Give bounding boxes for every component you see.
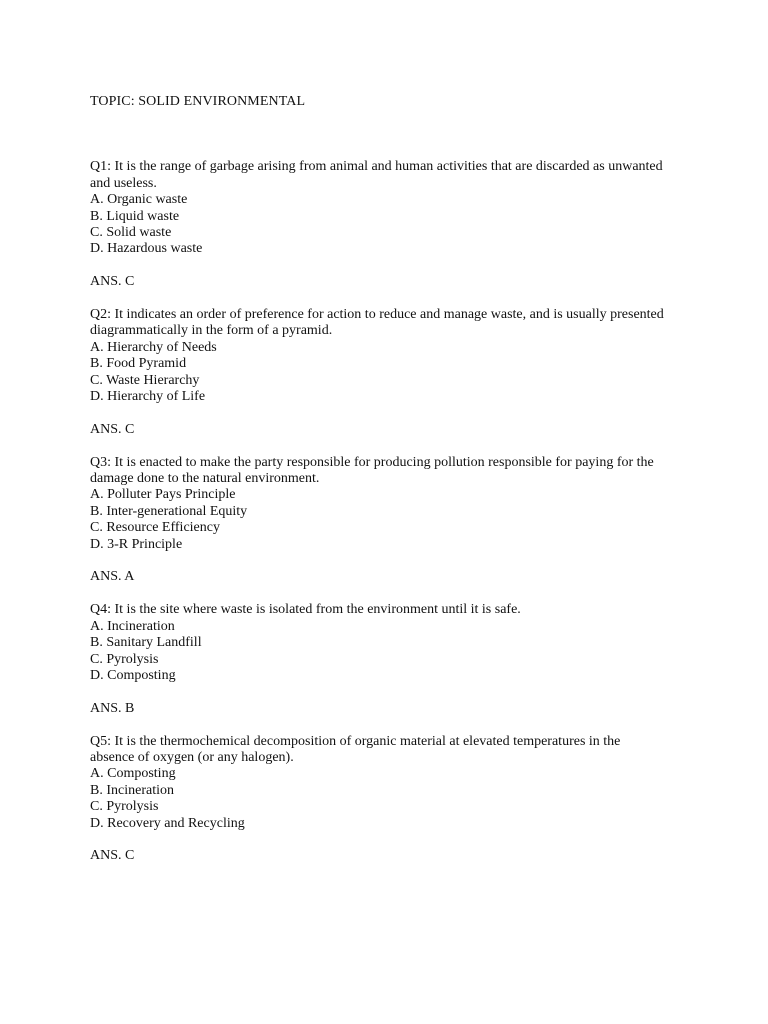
question-block-3 xyxy=(90,455,668,586)
question-text: Q4: It is the site where waste is isolated from the environment until it is safe. xyxy=(90,602,521,618)
option-list xyxy=(90,340,668,406)
option-list xyxy=(90,192,668,258)
option-item: A. Hierarchy of Needs xyxy=(90,339,217,355)
option-item: B. Liquid waste xyxy=(90,208,180,224)
option-item: B. Inter-generational Equity xyxy=(90,503,248,519)
question-block-4 xyxy=(90,602,668,717)
question-text: Q2: It indicates an order of preference for action to reduce and manage waste, and is usually presented diagrammatically in the form of a pyramid. xyxy=(90,307,664,339)
option-item: D. Hierarchy of Life xyxy=(90,389,206,405)
answer-text: ANS. C xyxy=(90,848,135,864)
option-item: A. Organic waste xyxy=(90,192,188,208)
option-item: C. Solid waste xyxy=(90,225,172,241)
question-list xyxy=(90,159,668,864)
option-item: C. Waste Hierarchy xyxy=(90,372,200,388)
option-item: C. Resource Efficiency xyxy=(90,520,220,536)
answer-text: ANS. A xyxy=(90,569,135,585)
option-item: A. Incineration xyxy=(90,618,175,634)
option-item: B. Food Pyramid xyxy=(90,356,187,372)
option-item: D. Hazardous waste xyxy=(90,241,203,257)
question-block-2 xyxy=(90,307,668,438)
question-text: Q3: It is enacted to make the party responsible for producing pollution responsible for paying for the damage done to the natural environment. xyxy=(90,454,654,487)
option-item: C. Pyrolysis xyxy=(90,651,159,667)
option-list xyxy=(90,766,668,832)
option-list xyxy=(90,619,668,685)
option-item: C. Pyrolysis xyxy=(90,799,159,815)
question-text: Q1: It is the range of garbage arising from animal and human activities that are discarded as unwanted and useless. xyxy=(90,159,663,191)
option-item: A. Polluter Pays Principle xyxy=(90,487,236,503)
option-item: A. Composting xyxy=(90,766,176,782)
answer-text: ANS. C xyxy=(90,421,135,437)
option-item: B. Incineration xyxy=(90,782,174,798)
question-block-5 xyxy=(90,734,668,865)
answer-text: ANS. B xyxy=(90,700,135,716)
option-item: D. 3-R Principle xyxy=(90,536,183,552)
page-title: TOPIC: SOLID ENVIRONMENTAL xyxy=(90,94,306,109)
option-item: D. Recovery and Recycling xyxy=(90,815,245,831)
option-item: D. Composting xyxy=(90,667,176,683)
option-list xyxy=(90,487,668,553)
question-block-1 xyxy=(90,159,668,290)
question-text: Q5: It is the thermochemical decomposition of organic material at elevated temperatures in the absence of oxygen (or any halogen). xyxy=(90,733,621,765)
option-item: B. Sanitary Landfill xyxy=(90,635,202,651)
answer-text: ANS. C xyxy=(90,274,135,290)
